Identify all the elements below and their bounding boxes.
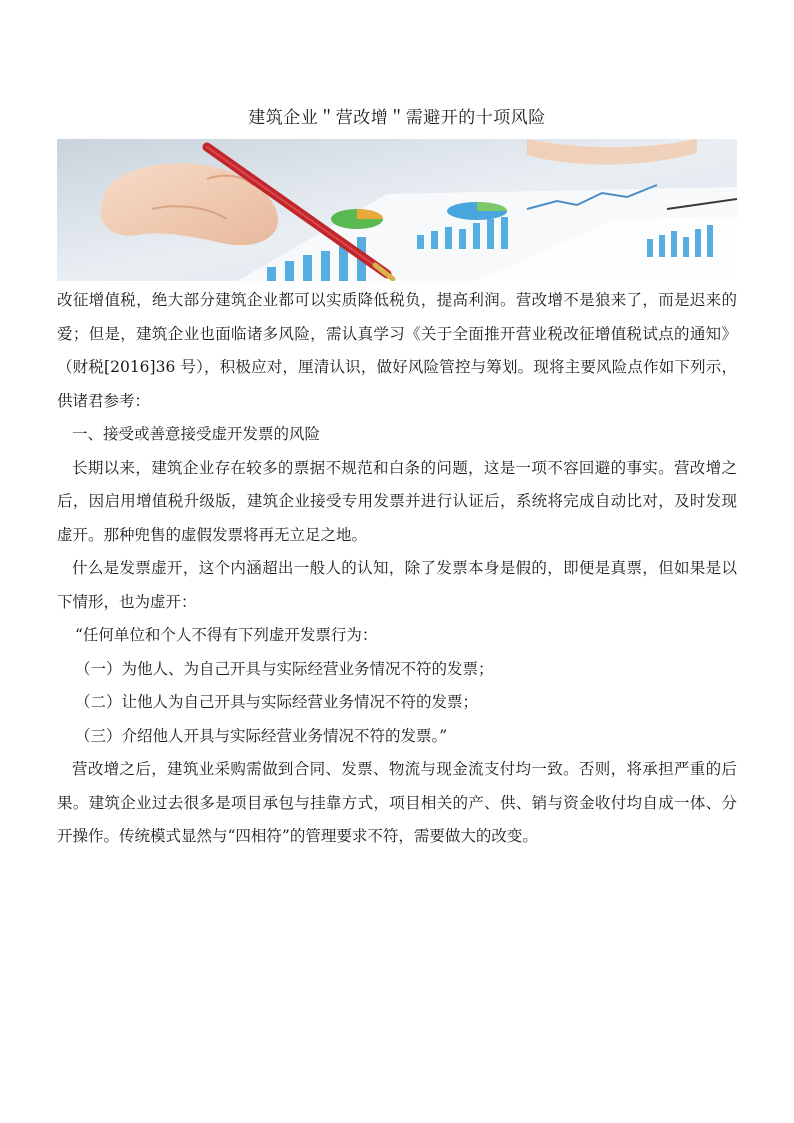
quote-line: （二）让他人为自己开具与实际经营业务情况不符的发票； [75, 693, 479, 711]
quote-line: “任何单位和个人不得有下列虚开发票行为： [75, 626, 378, 644]
quote-line: （一）为他人、为自己开具与实际经营业务情况不符的发票； [75, 659, 494, 678]
article-body [57, 284, 737, 854]
body-paragraph: 什么是发票虚开，这个内涵超出一般人的认知，除了发票本身是假的，即便是真票，但如果是以下情形，也为虚开： [57, 559, 737, 611]
hand-with-pen-chart-illustration [57, 139, 737, 281]
page-title: 建筑企业＂营改增＂需避开的十项风险 [248, 108, 546, 128]
intro-paragraph: 改征增值税，绝大部分建筑企业都可以实质降低税负，提高利润。营改增不是狼来了，而是迟来的爱；但是，建筑企业也面临诸多风险，需认真学习《关于全面推开营业税改征增值税试点的通知》（财税[2016]36 号），积极应对，厘清认识，做好风险管控与筹划。现将主要风险点作如下列示，供诸君参考： [57, 291, 737, 410]
banner-image [57, 139, 737, 281]
section-heading-1: 一、接受或善意接受虚开发票的风险 [72, 425, 321, 443]
quote-line: （三）介绍他人开具与实际经营业务情况不符的发票。” [75, 726, 448, 745]
body-paragraph: 营改增之后，建筑业采购需做到合同、发票、物流与现金流支付均一致。否则，将承担严重的后果。建筑企业过去很多是项目承包与挂靠方式，项目相关的产、供、销与资金收付均自成一体、分开操作。传统模式显然与“四相符”的管理要求不符，需要做大的改变。 [57, 760, 737, 845]
body-paragraph: 长期以来，建筑企业存在较多的票据不规范和白条的问题，这是一项不容回避的事实。营改增之后，因启用增值税升级版，建筑企业接受专用发票并进行认证后，系统将完成自动比对，及时发现虚开。那种兜售的虚假发票将再无立足之地。 [57, 458, 737, 544]
